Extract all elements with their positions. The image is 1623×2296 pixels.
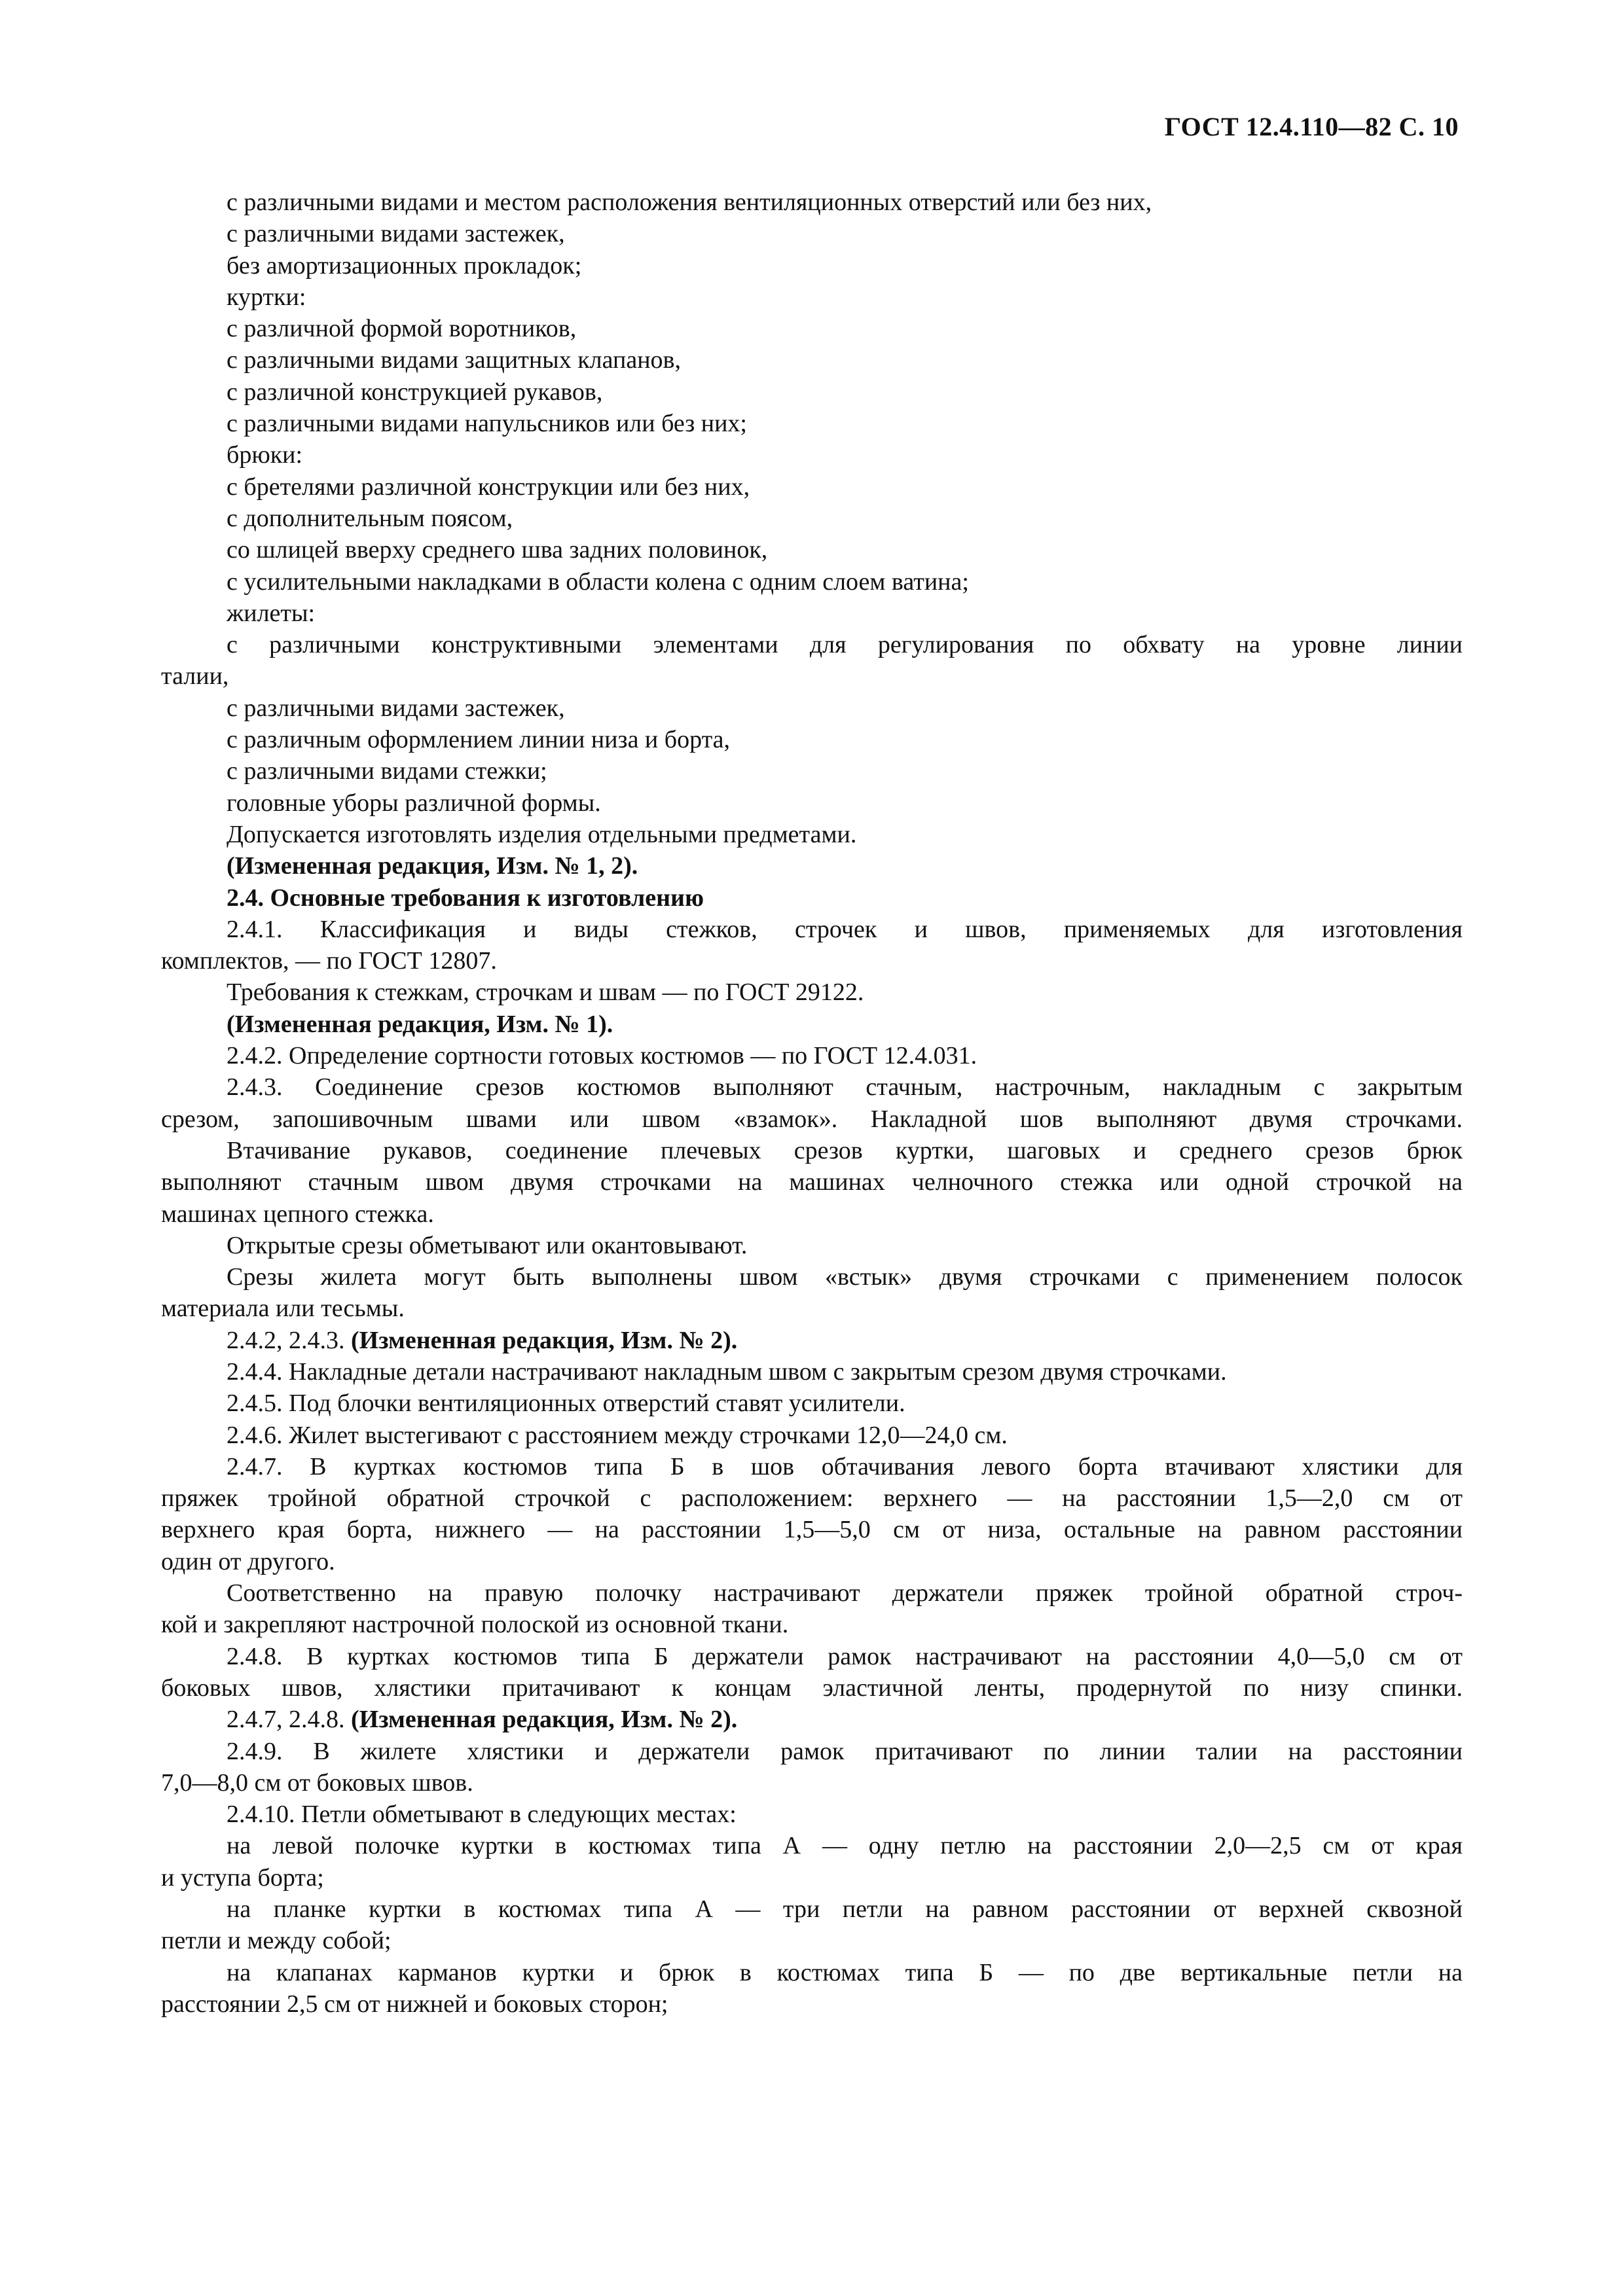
text-line: 2.4.3. Соединение срезов костюмов выполняют стачным, настрочным, накладным с закрытым [227,1073,1463,1102]
text-line: 2.4.9. В жилете хлястики и держатели рамок притачивают по линии талии на расстоянии [227,1737,1463,1765]
text-line: с различными видами защитных клапанов, [227,346,681,374]
text-line: с различной конструкцией рукавов, [227,378,603,406]
text-line: с дополнительным поясом, [227,504,513,532]
amendment-note: (Измененная редакция, Изм. № 2). [351,1326,738,1354]
text-line: со шлицей вверху среднего шва задних половинок, [227,536,768,564]
text-line: комплектов, — по ГОСТ 12807. [161,947,497,975]
document-body [161,187,1463,2020]
text-line: брюки: [227,441,303,469]
text-line: куртки: [227,283,306,311]
text-line: 2.4.6. Жилет выстегивают с расстоянием между строчками 12,0—24,0 см. [227,1421,1008,1449]
text-line [161,1704,1463,1735]
text-line: 2.4.10. Петли обметывают в следующих местах: [227,1801,737,1829]
text-line: 7,0—8,0 см от боковых швов. [161,1768,473,1797]
text-line: Втачивание рукавов, соединение плечевых срезов куртки, шаговых и среднего срезов брюк [227,1136,1463,1164]
text-line: 2.4.1. Классификация и виды стежков, строчек и швов, применяемых для изготовления [227,915,1463,943]
text-line: с различными видами стежки; [227,757,547,785]
text-line: Срезы жилета могут быть выполнены швом «встык» двумя строчками с применением полосок [227,1263,1463,1291]
text-line: талии, [161,662,229,691]
text-line: верхнего края борта, нижнего — на расстоянии 1,5—5,0 см от низа, остальные на равном расстоянии [161,1516,1463,1544]
text-line: материала или тесьмы. [161,1295,405,1323]
clause-ref: 2.4.2, 2.4.3. [227,1326,345,1354]
text-line: с бретелями различной конструкции или без них, [227,473,750,501]
amendment-note: (Измененная редакция, Изм. № 1). [227,1010,613,1038]
clause-ref: 2.4.7, 2.4.8. [227,1706,345,1734]
text-line: с различными видами застежек, [227,694,565,722]
text-line: расстоянии 2,5 см от нижней и боковых сторон; [161,1990,668,2018]
text-line: без амортизационных прокладок; [227,251,582,279]
text-line: с различной формой воротников, [227,315,577,343]
text-line: 2.4.2. Определение сортности готовых костюмов — по ГОСТ 12.4.031. [227,1042,977,1070]
text-line: Соответственно на правую полочку настрачивают держатели пряжек тройной обратной строч- [227,1579,1463,1607]
text-line: на планке куртки в костюмах типа А — три петли на равном расстоянии от верхней сквозной [227,1895,1463,1924]
text-line: Требования к стежкам, строчкам и швам — по ГОСТ 29122. [227,978,864,1007]
text-line: Допускается изготовлять изделия отдельными предметами. [227,820,857,848]
text-line: срезом, запошивочным швами или швом «взамок». Накладной шов выполняют двумя строчками. [161,1105,1463,1133]
page-header: ГОСТ 12.4.110—82 С. 10 [1164,112,1459,141]
section-heading: 2.4. Основные требования к изготовлению [227,884,704,912]
text-line: боковых швов, хлястики притачивают к концам эластичной ленты, продернутой по низу спинки. [161,1674,1463,1702]
text-line: один от другого. [161,1547,335,1575]
text-line [161,1325,1463,1356]
text-line: пряжек тройной обратной строчкой с расположением: верхнего — на расстоянии 1,5—2,0 см от [161,1484,1463,1513]
text-line: кой и закрепляют настрочной полоской из основной ткани. [161,1611,789,1639]
text-line: и уступа борта; [161,1863,324,1892]
text-line: 2.4.8. В куртках костюмов типа Б держатели рамок настрачивают на расстоянии 4,0—5,0 см от [227,1642,1463,1670]
amendment-note: (Измененная редакция, Изм. № 1, 2). [227,852,638,880]
text-line: машинах цепного стежка. [161,1200,434,1228]
text-line: на левой полочке куртки в костюмах типа А — одну петлю на расстоянии 2,0—2,5 см от края [227,1832,1463,1860]
text-line: Открытые срезы обметывают или окантовывают. [227,1231,748,1259]
text-line: с различными видами застежек, [227,220,565,248]
text-line: с усилительными накладками в области колена с одним слоем ватина; [227,567,969,596]
text-line: на клапанах карманов куртки и брюк в костюмах типа Б — по две вертикальные петли на [227,1958,1463,1986]
text-line: 2.4.5. Под блочки вентиляционных отверстий ставят усилители. [227,1390,905,1418]
amendment-note: (Измененная редакция, Изм. № 2). [351,1706,738,1734]
text-line: с различными видами и местом расположения вентиляционных отверстий или без них, [227,188,1152,216]
text-line: с различными конструктивными элементами для регулирования по обхвату на уровне линии [227,631,1463,659]
text-line: выполняют стачным швом двумя строчками на машинах челночного стежка или одной строчкой на [161,1168,1463,1196]
text-line: 2.4.7. В куртках костюмов типа Б в шов обтачивания левого борта втачивают хлястики для [227,1452,1463,1480]
text-line: с различными видами напульсников или без них; [227,410,747,438]
text-line: с различным оформлением линии низа и борта, [227,726,731,754]
text-line: 2.4.4. Накладные детали настрачивают накладным швом с закрытым срезом двумя строчками. [227,1357,1227,1386]
text-line: жилеты: [227,599,316,627]
text-line: петли и между собой; [161,1927,392,1955]
text-line: головные уборы различной формы. [227,789,601,817]
